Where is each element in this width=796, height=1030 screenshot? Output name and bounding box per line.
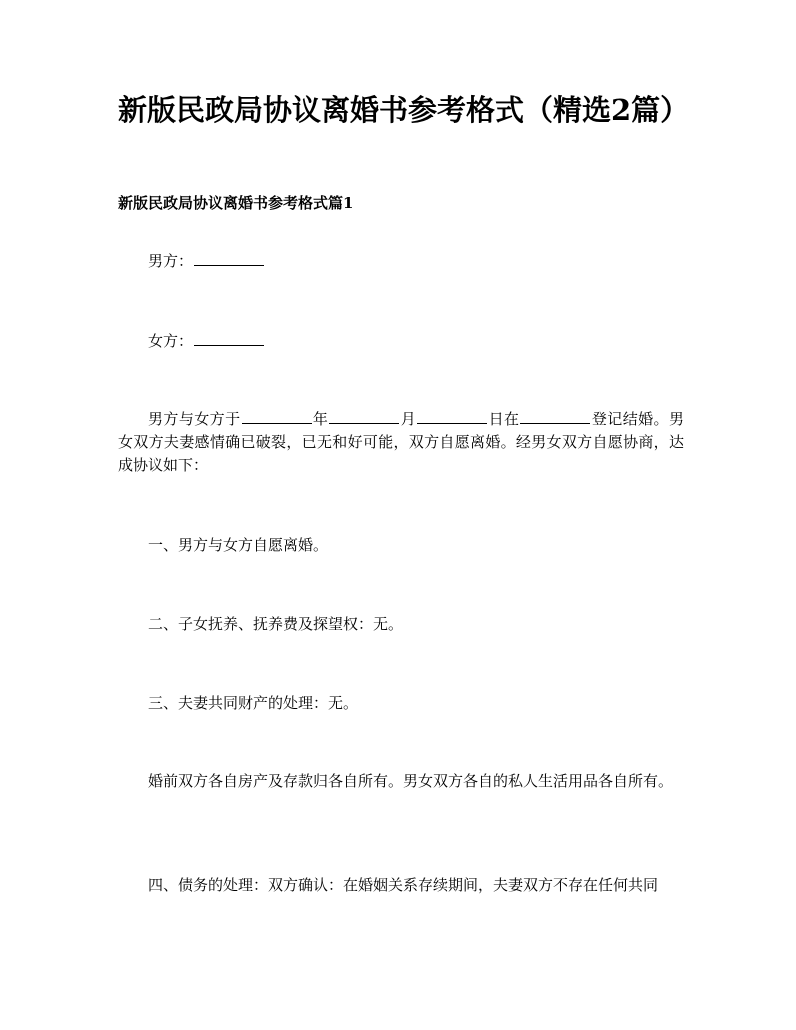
section-heading: 新版民政局协议离婚书参考格式篇1 [118,194,354,212]
female-name-blank [194,331,264,346]
clause-1: 一、男方与女方自愿离婚。 [148,536,329,554]
female-party-label: 女方： [148,332,194,350]
month-blank [329,409,399,424]
premarital-property-paragraph: 婚前双方各自房产及存款归各自所有。男女双方各自的私人生活用品各自所有。 [148,772,674,790]
male-party-label: 男方： [148,252,194,270]
year-label: 年 [312,410,329,428]
marriage-intro-paragraph [118,408,684,477]
intro-text-2: 登记结婚。男女双方夫妻感情确已破裂，已无和好可能，双方自愿离婚。经男女双方自愿协商，达成协议如下： [118,410,684,474]
intro-text-1: 男方与女方于 [148,410,241,428]
male-name-blank [194,251,264,266]
day-blank [417,409,487,424]
clause-3: 三、夫妻共同财产的处理：无。 [148,694,359,712]
clause-2: 二、子女抚养、抚养费及探望权：无。 [148,615,404,633]
female-party-line [118,330,684,353]
day-at-label: 日在 [488,410,520,428]
place-blank [520,409,590,424]
male-party-line [118,250,684,273]
page-title: 新版民政局协议离婚书参考格式（精选2篇） [118,93,690,127]
year-blank [242,409,312,424]
clause-4: 四、债务的处理：双方确认：在婚姻关系存续期间，夫妻双方不存在任何共同 [148,876,659,894]
month-label: 月 [400,410,417,428]
